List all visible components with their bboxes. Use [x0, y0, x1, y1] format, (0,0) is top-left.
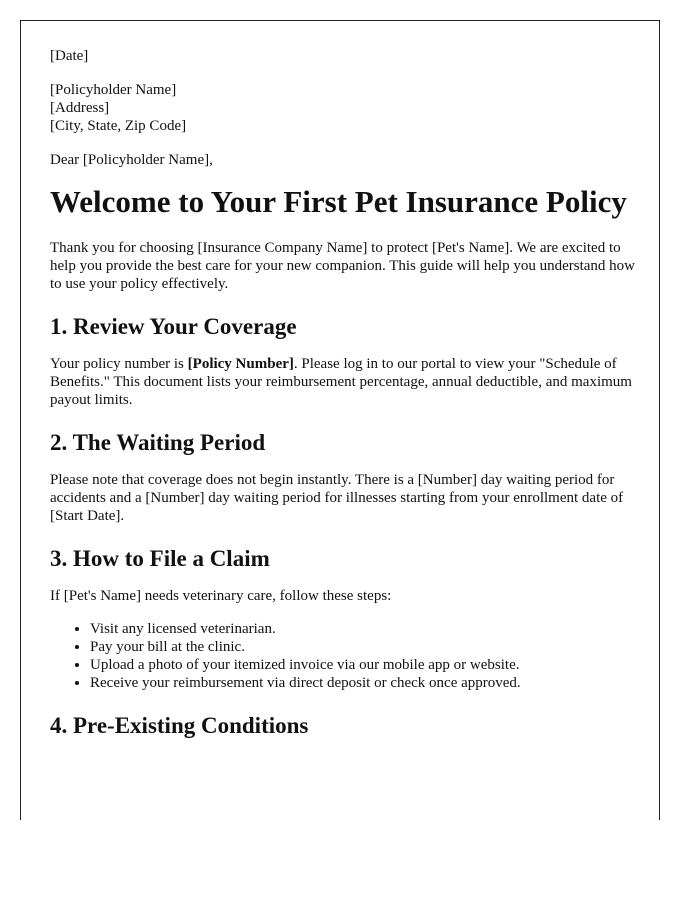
- section-heading-pre-existing: 4. Pre-Existing Conditions: [50, 713, 309, 738]
- section-heading-waiting-period: 2. The Waiting Period: [50, 430, 266, 455]
- coverage-text-end: . Please log in to our portal to view your "Schedule of Benefits." This document lists your reimbursement percentage, annual deductible, and maximum payout limits.: [50, 356, 632, 408]
- recipient-address: [50, 81, 635, 135]
- coverage-paragraph: [50, 355, 635, 409]
- address-line-street: [Address]: [50, 100, 110, 116]
- claim-steps-list: [50, 620, 635, 692]
- waiting-period-paragraph: Please note that coverage does not begin instantly. There is a [Number] day waiting period for accidents and a [Number] day waiting period for illnesses starting from your enrollment date of [Start Date].: [50, 472, 624, 524]
- section-heading-coverage: 1. Review Your Coverage: [50, 314, 297, 339]
- coverage-text-start: Your policy number is: [50, 356, 188, 372]
- address-line-name: [Policyholder Name]: [50, 82, 177, 98]
- section-heading-file-claim: 3. How to File a Claim: [50, 546, 270, 571]
- letter-title: Welcome to Your First Pet Insurance Policy: [50, 184, 627, 219]
- address-line-city: [City, State, Zip Code]: [50, 118, 187, 134]
- claim-intro-paragraph: If [Pet's Name] needs veterinary care, follow these steps:: [50, 588, 392, 604]
- letter-content: [50, 47, 635, 754]
- list-item: • Pay your bill at the clinic.: [90, 638, 635, 656]
- list-item: • Visit any licensed veterinarian.: [90, 620, 635, 638]
- list-item: • Upload a photo of your itemized invoice via our mobile app or website.: [90, 656, 635, 674]
- policy-number: [Policy Number]: [187, 356, 294, 372]
- list-item: • Receive your reimbursement via direct deposit or check once approved.: [90, 674, 635, 692]
- letter-date: [Date]: [50, 48, 89, 64]
- salutation: Dear [Policyholder Name],: [50, 152, 213, 168]
- letter-page: [20, 20, 660, 820]
- intro-paragraph: Thank you for choosing [Insurance Company Name] to protect [Pet's Name]. We are excited to help you provide the best care for your new companion. This guide will help you understand how to use your policy effectively.: [50, 240, 636, 292]
